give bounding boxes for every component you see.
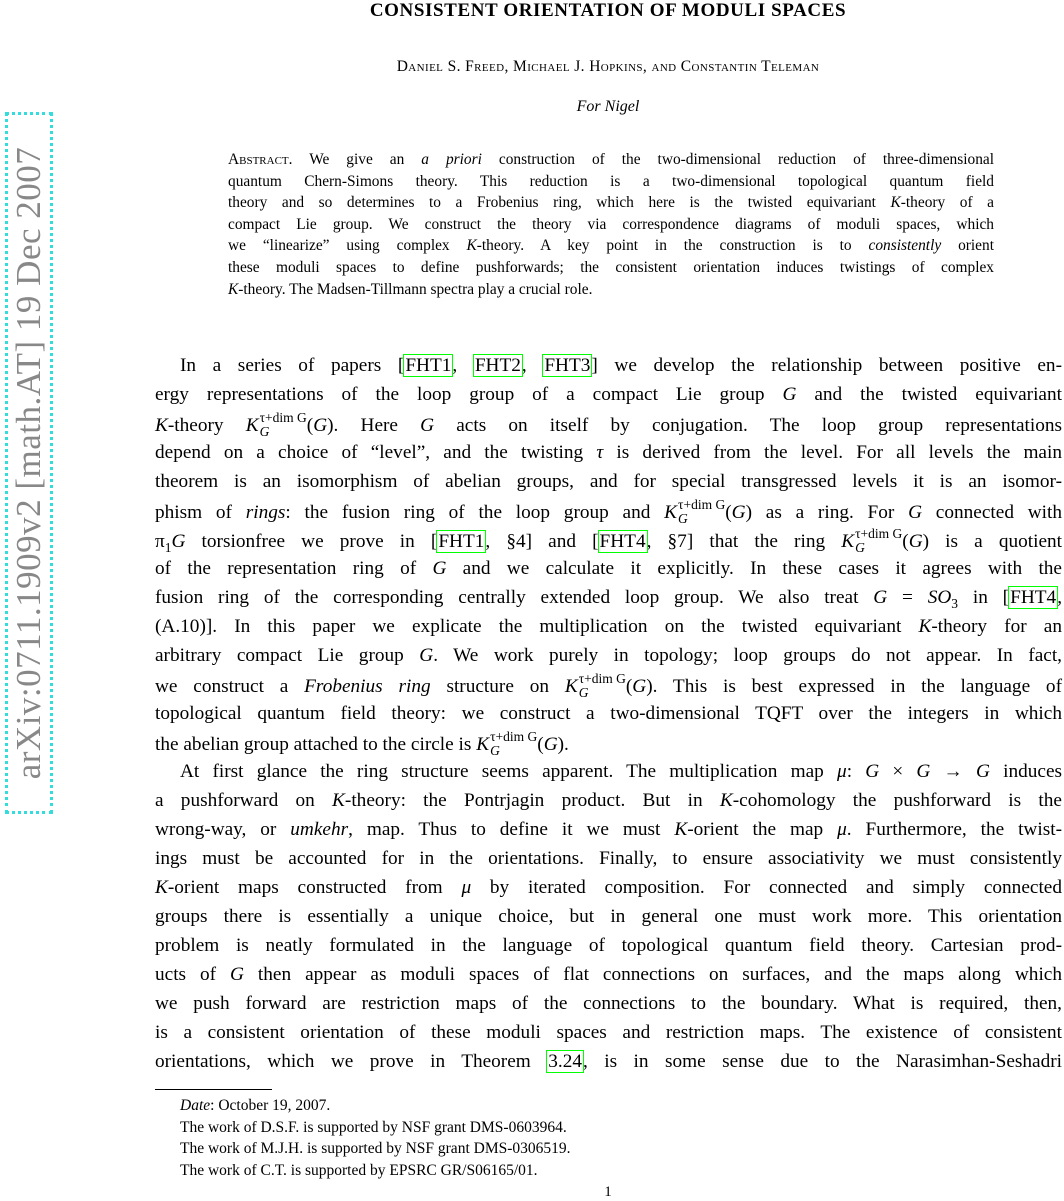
text-run: the abelian group attached to the circle is	[155, 733, 477, 755]
text-run: -theory for an	[931, 616, 1062, 637]
k-subscript: G	[259, 423, 270, 439]
paragraph-line	[155, 558, 1062, 584]
text-run: acts on itself by conjugation. The loop group representations	[434, 414, 1063, 436]
math-italic: G	[873, 587, 888, 608]
paragraph-line	[155, 728, 1062, 758]
paragraph-line	[180, 355, 1062, 381]
arxiv-identifier: arXiv:0711.1909v2 [math.AT] 19 Dec 2007	[9, 146, 48, 780]
text-run: is a consistent orientation of these moduli spaces and restriction maps. The existence of consistent	[155, 1022, 1062, 1043]
paragraph-line	[155, 993, 1062, 1019]
text-run: ] we develop the relationship between positive en-	[591, 355, 1062, 376]
math-italic: K	[674, 819, 688, 840]
text-run: ) is a quotient	[922, 530, 1063, 552]
twisted-k-theory-symbol	[245, 409, 307, 440]
paragraph-line	[155, 877, 1062, 903]
text-run: ,	[521, 355, 544, 376]
paragraph-line	[155, 587, 1062, 613]
math-italic: Date	[180, 1097, 211, 1114]
math-italic: G	[313, 414, 328, 436]
text-run: , is in some sense due to the Narasimhan-Seshadri	[582, 1051, 1062, 1072]
k-scripts	[678, 498, 725, 525]
math-italic: μ	[461, 877, 472, 898]
text-run: . We work purely in topology; loop groups do not appear. In fact,	[433, 645, 1062, 666]
citation-link[interactable]: FHT1	[405, 355, 452, 376]
math-italic: K	[228, 280, 239, 298]
paragraph-line	[155, 790, 1062, 816]
math-italic: G	[632, 675, 647, 697]
text-run: topological quantum field theory: we construct a two-dimensional TQFT over the integers in which	[155, 703, 1062, 724]
math-italic: K	[155, 414, 168, 436]
citation-link[interactable]: FHT1	[438, 530, 485, 552]
paragraph-line	[155, 964, 1062, 990]
text-run: a pushforward on	[155, 790, 333, 811]
k-base: K	[564, 675, 578, 697]
text-run: ). This is best expressed in the language of	[646, 675, 1062, 697]
text-run: we construct a	[155, 675, 305, 697]
text-run: =	[887, 587, 928, 608]
abstract-line	[228, 173, 994, 193]
text-run: phism of	[155, 501, 246, 523]
text-run: then appear as moduli spaces of flat connections on surfaces, and the maps along which	[243, 964, 1062, 985]
twisted-k-theory-symbol	[564, 670, 626, 701]
k-base: K	[245, 414, 259, 436]
text-run: : the fusion ring of the loop group and	[285, 501, 665, 523]
text-run: ucts of	[155, 964, 231, 985]
text-run: theorem is an isomorphism of abelian groups, and for special transgressed levels it is an isomor-	[155, 471, 1062, 492]
paragraph-line	[155, 703, 1062, 729]
subscript: 3	[951, 595, 959, 611]
math-italic: K	[719, 790, 733, 811]
text-run: theory and so determines to a Frobenius ring, which here is the twisted equivariant	[228, 194, 891, 212]
abstract-line	[228, 281, 994, 301]
abstract-label: Abstract.	[228, 151, 293, 168]
k-superscript: τ+dim G	[678, 496, 726, 512]
text-run: and the twisted equivariant	[796, 384, 1062, 405]
twisted-k-theory-symbol	[476, 728, 538, 759]
math-italic: G	[420, 414, 435, 436]
text-run: orient	[941, 237, 994, 255]
abstract-line	[228, 259, 994, 279]
math-italic: G	[419, 645, 434, 666]
math-italic: G	[171, 530, 186, 552]
paper-title: CONSISTENT ORIENTATION OF MODULI SPACES	[369, 0, 847, 21]
paragraph-line	[155, 819, 1062, 845]
text-run: in [	[958, 587, 1010, 608]
citation-link[interactable]: FHT3	[544, 355, 591, 376]
paragraph-line	[155, 384, 1062, 410]
k-superscript: τ+dim G	[855, 525, 903, 541]
math-italic: G	[916, 761, 931, 782]
paragraph-line	[155, 1022, 1062, 1048]
math-italic: G	[908, 530, 923, 552]
text-run: ).	[557, 733, 569, 755]
text-run: by iterated composition. For connected and simply connected	[471, 877, 1062, 898]
text-run: quantum Chern-Simons theory. This reduction is a two-dimensional topological quantum field	[228, 172, 994, 190]
footnote	[180, 1162, 538, 1180]
text-run: -orient maps constructed from	[167, 877, 462, 898]
math-italic: G	[865, 761, 880, 782]
math-italic: SO	[927, 587, 952, 608]
text-run: -cohomology the pushforward is the	[732, 790, 1062, 811]
citation-link[interactable]: FHT4	[1010, 587, 1057, 608]
text-run: The work of C.T. is supported by EPSRC GR/S06165/01.	[180, 1161, 538, 1179]
text-run: arbitrary compact Lie group	[155, 645, 420, 666]
text-run: connected with	[922, 501, 1063, 523]
twisted-k-theory-symbol	[664, 496, 726, 527]
k-subscript: G	[490, 742, 500, 758]
twisted-k-theory-symbol	[841, 525, 903, 556]
footnote-rule	[155, 1089, 272, 1090]
k-subscript: G	[855, 539, 865, 555]
text-run: : October 19, 2007.	[210, 1097, 331, 1114]
text-run: construction of the two-dimensional reduction of three-dimensional	[481, 151, 995, 168]
paragraph-line	[155, 1051, 1062, 1077]
abstract-line	[228, 237, 994, 257]
paragraph-line	[155, 645, 1062, 671]
text-run: of the representation ring of	[155, 558, 433, 579]
math-italic: G	[976, 761, 990, 782]
text-run: -theory	[167, 414, 246, 436]
text-run: is derived from the level. For all levels the main	[603, 442, 1062, 463]
math-italic: umkehr	[290, 819, 349, 840]
paragraph-line	[155, 496, 1063, 526]
footnote	[180, 1140, 571, 1158]
paragraph-line	[155, 525, 1063, 555]
text-run: ×	[879, 761, 917, 782]
abstract-line	[228, 151, 994, 171]
paragraph-line	[155, 848, 1062, 874]
text-run: we “linearize” using complex	[228, 237, 467, 255]
math-italic: G	[230, 964, 244, 985]
paragraph-line	[180, 761, 1062, 787]
text-run: (	[537, 733, 544, 755]
k-subscript: G	[678, 510, 688, 526]
citation-link[interactable]: 3.24	[548, 1051, 582, 1072]
k-superscript: τ+dim G	[490, 728, 538, 744]
citation-link[interactable]: FHT2	[474, 355, 521, 376]
authors: Daniel S. Freed, Michael J. Hopkins, and Constantin Teleman	[396, 58, 820, 75]
text-run: (A.10)]. In this paper we explicate the multiplication on the twisted equivariant	[155, 616, 919, 637]
text-run: and we calculate it explicitly. In these cases it agrees with the	[446, 558, 1062, 579]
text-run: -theory. The Madsen-Tillmann spectra play a crucial role.	[238, 280, 593, 298]
k-scripts	[855, 527, 902, 554]
math-italic: Frobenius ring	[304, 675, 431, 697]
text-run: -theory: the Pontrjagin product. But in	[344, 790, 720, 811]
text-run: wrong-way, or	[155, 819, 291, 840]
k-superscript: τ+dim G	[578, 670, 626, 686]
math-italic: consistently	[868, 237, 942, 255]
text-run: fusion ring of the corresponding centrally extended loop group. We also treat	[155, 587, 874, 608]
paragraph-line	[155, 409, 1063, 439]
math-italic: a priori	[421, 151, 482, 168]
text-run: -orient the map	[687, 819, 838, 840]
paragraph-line	[155, 442, 1062, 468]
text-run: depend on a choice of “level”, and the twisting	[155, 442, 597, 463]
text-run: ). Here	[327, 414, 421, 436]
text-run: -theory. A key point in the construction is to	[476, 237, 869, 255]
math-italic: G	[782, 384, 797, 405]
k-subscript: G	[578, 684, 589, 700]
text-run: π	[155, 530, 165, 552]
text-run: torsionfree we prove in [	[185, 530, 438, 552]
text-run: , §4] and [	[485, 530, 599, 552]
subscript: 1	[164, 539, 172, 555]
text-run: In a series of papers [	[180, 355, 405, 376]
math-italic: K	[332, 790, 345, 811]
paragraph-line	[155, 670, 1062, 700]
math-italic: K	[890, 194, 901, 212]
page-number: 1	[604, 1184, 612, 1200]
text-run: ) as a ring. For	[745, 501, 909, 523]
arxiv-stamp	[5, 112, 53, 814]
text-run: At first glance the ring structure seems apparent. The multiplication map	[180, 761, 838, 782]
text-run: , map. Thus to define it we must	[348, 819, 675, 840]
text-run: (	[902, 530, 909, 552]
math-italic: μ	[837, 761, 847, 782]
k-base: K	[664, 501, 678, 523]
abstract-line	[228, 194, 994, 214]
k-scripts	[260, 411, 307, 438]
k-base: K	[841, 530, 855, 552]
text-run: The work of D.S.F. is supported by NSF grant DMS-0603964.	[180, 1118, 567, 1136]
math-italic: rings	[245, 501, 286, 523]
abstract-line	[228, 216, 994, 236]
text-run: (	[625, 675, 633, 697]
k-superscript: τ+dim G	[259, 409, 307, 425]
math-italic: τ	[596, 442, 604, 463]
math-italic: G	[432, 558, 447, 579]
dedication: For Nigel	[576, 98, 640, 115]
math-italic: μ	[837, 819, 847, 840]
text-run: We give an	[292, 151, 422, 168]
text-run: :	[846, 761, 866, 782]
footnote	[180, 1097, 330, 1115]
footnote	[180, 1119, 567, 1137]
citation-link[interactable]: FHT4	[599, 530, 646, 552]
paragraph-line	[155, 616, 1062, 642]
text-run: problem is neatly formulated in the language of topological quantum field theory. Cartesian prod-	[155, 935, 1062, 956]
math-italic: G	[908, 501, 923, 523]
text-run: we push forward are restriction maps of the connections to the boundary. What is required, then,	[155, 993, 1062, 1014]
text-run: induces	[989, 761, 1063, 782]
text-run: ings must be accounted for in the orientations. Finally, to ensure associativity we must consistently	[155, 848, 1062, 869]
text-run: these moduli spaces to define pushforwards; the consistent orientation induces twistings of complex	[228, 259, 994, 276]
text-run: groups there is essentially a unique choice, but in general one must work more. This orientation	[155, 906, 1062, 927]
text-run: (	[306, 414, 314, 436]
paragraph-line	[155, 471, 1062, 497]
text-run: (	[725, 501, 732, 523]
math-italic: K	[918, 616, 932, 637]
k-scripts	[490, 730, 537, 757]
math-italic: G	[731, 501, 746, 523]
text-run: ,	[1057, 587, 1063, 608]
text-run: -theory of a	[900, 194, 995, 212]
paragraph-line	[155, 935, 1062, 961]
text-run: , §7] that the ring	[646, 530, 842, 552]
math-italic: K	[466, 237, 477, 255]
text-run: The work of M.J.H. is supported by NSF grant DMS-0306519.	[180, 1140, 571, 1157]
text-run: ergy representations of the loop group of a compact Lie group	[155, 384, 783, 405]
k-scripts	[579, 672, 626, 699]
text-run: ,	[452, 355, 474, 376]
text-run: compact Lie group. We construct the theory via correspondence diagrams of moduli spaces, which	[228, 215, 994, 233]
k-base: K	[476, 733, 490, 755]
text-run: . Furthermore, the twist-	[846, 819, 1062, 840]
paragraph-line	[155, 906, 1062, 932]
math-italic: K	[155, 877, 168, 898]
text-run: →	[930, 761, 976, 782]
text-run: orientations, which we prove in Theorem	[155, 1051, 548, 1072]
math-italic: G	[543, 733, 558, 755]
text-run: structure on	[430, 675, 565, 697]
